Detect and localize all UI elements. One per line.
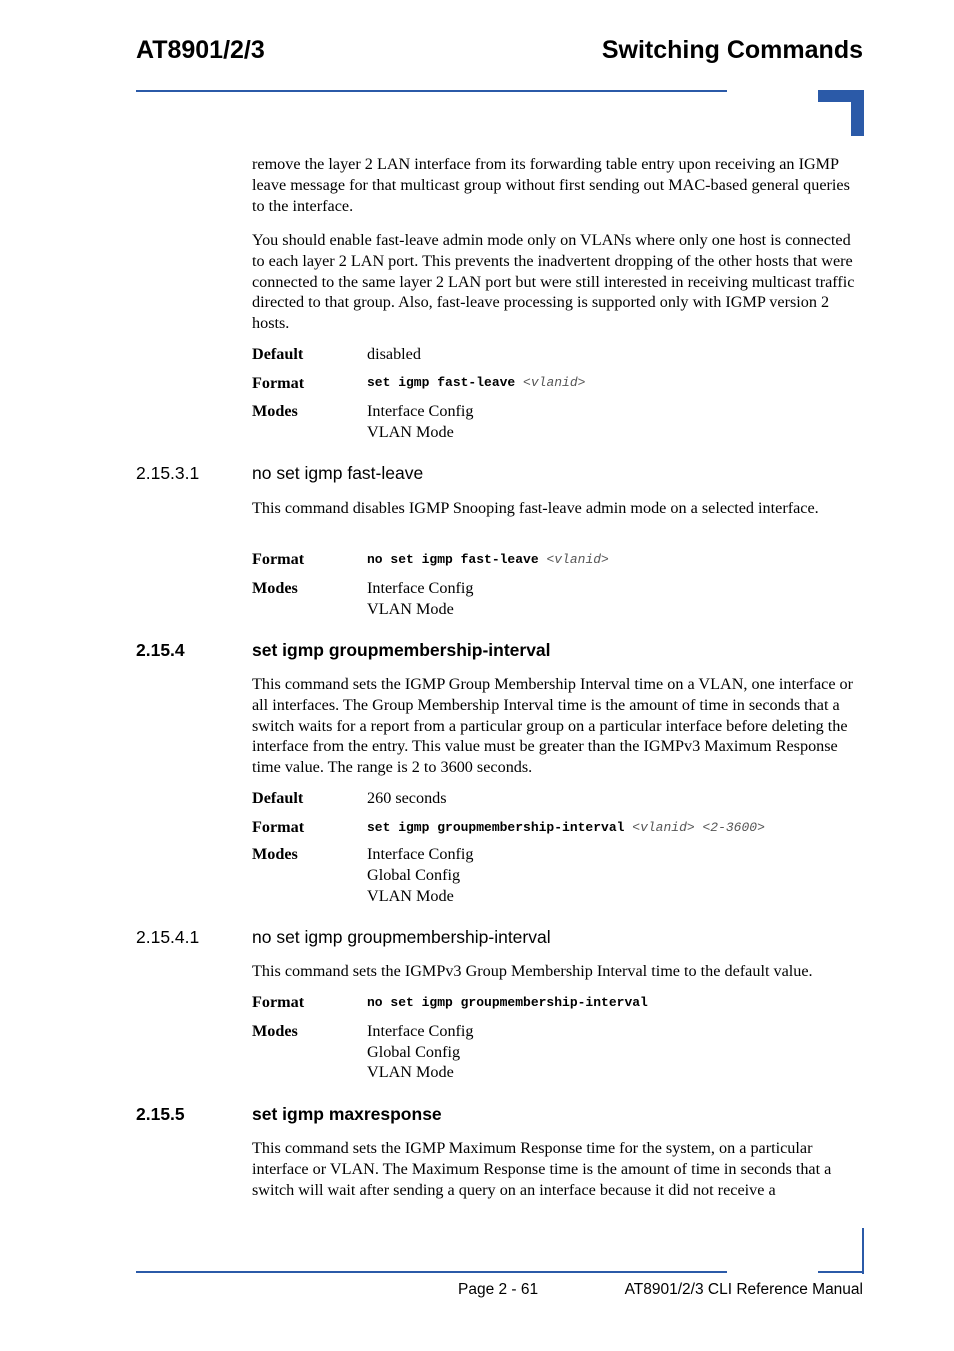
mode-item: VLAN Mode xyxy=(367,887,454,905)
command-text: no set igmp fast-leave xyxy=(367,552,539,567)
footer-rule xyxy=(136,1271,727,1273)
modes-label: Modes xyxy=(252,1022,298,1040)
header-rule xyxy=(136,90,727,92)
header-product: AT8901/2/3 xyxy=(136,36,265,64)
mode-item: Interface Config xyxy=(367,845,474,863)
default-label: Default xyxy=(252,345,304,363)
format-command xyxy=(367,993,648,1014)
mode-item: Global Config xyxy=(367,1043,461,1061)
section-description: This command sets the IGMPv3 Group Membership Interval time to the default value. xyxy=(252,962,813,980)
format-label: Format xyxy=(252,993,305,1011)
mode-item: Interface Config xyxy=(367,579,474,597)
manual-title: AT8901/2/3 CLI Reference Manual xyxy=(624,1281,863,1298)
body-paragraph-fast-leave-advice: You should enable fast-leave admin mode only on VLANs where only one host is connected to each layer 2 LAN port. This prevents the inadvertent dropping of the other hosts that were connected to the same layer 2 LAN port but were still interested in receiving multicast traffic directed to that group. Also, fast-leave processing is supported only with IGMP version 2 hosts. xyxy=(252,231,855,333)
section-number: 2.15.4 xyxy=(136,640,185,660)
mode-item: Global Config xyxy=(367,866,461,884)
section-description: This command sets the IGMP Group Membership Interval time on a VLAN, one interface or all interfaces. The Group Membership Interval time is the amount of time in seconds that a switch waits for a report from a particular group on a particular interface before deleting the interface from the entry. This value must be greater than the IGMPv3 Maximum Response time value. The range is 2 to 3600 seconds. xyxy=(252,675,854,777)
section-title: no set igmp fast-leave xyxy=(252,463,424,483)
mode-item: Interface Config xyxy=(367,402,474,420)
format-label: Format xyxy=(252,550,305,568)
section-number: 2.15.5 xyxy=(136,1104,185,1124)
footer-corner-mark xyxy=(862,1228,864,1274)
mode-item: VLAN Mode xyxy=(367,600,454,618)
command-text: set igmp groupmembership-interval xyxy=(367,820,625,835)
footer-rule-short xyxy=(818,1271,864,1273)
command-text: no set igmp groupmembership-interval xyxy=(367,995,648,1010)
modes-label: Modes xyxy=(252,845,298,863)
format-label: Format xyxy=(252,818,305,836)
section-title: no set igmp groupmembership-interval xyxy=(252,927,551,947)
section-description: This command disables IGMP Snooping fast-leave admin mode on a selected interface. xyxy=(252,499,819,517)
header-corner-mark-vertical xyxy=(851,90,864,136)
mode-item: VLAN Mode xyxy=(367,423,454,441)
command-argument: <vlanid> xyxy=(523,375,586,390)
body-paragraph-continued: remove the layer 2 LAN interface from its forwarding table entry upon receiving an IGMP leave message for that multicast group without first sending out MAC-based general queries to the interface. xyxy=(252,155,850,215)
section-description: This command sets the IGMP Maximum Response time for the system, on a particular interface or VLAN. The Maximum Response time is the amount of time in seconds that a switch will wait after sending a query on an interface because it did not receive a xyxy=(252,1139,832,1199)
section-number: 2.15.3.1 xyxy=(136,463,200,483)
command-argument: <vlanid> <2-3600> xyxy=(632,820,765,835)
default-value: disabled xyxy=(367,345,421,363)
header-chapter: Switching Commands xyxy=(601,36,863,64)
format-label: Format xyxy=(252,374,305,392)
format-command xyxy=(367,550,609,571)
page-number: Page 2 - 61 xyxy=(458,1281,539,1298)
default-label: Default xyxy=(252,789,304,807)
modes-label: Modes xyxy=(252,402,298,420)
command-text: set igmp fast-leave xyxy=(367,375,516,390)
command-argument: <vlanid> xyxy=(546,552,609,567)
section-title: set igmp groupmembership-interval xyxy=(252,640,551,660)
section-number: 2.15.4.1 xyxy=(136,927,200,947)
format-command xyxy=(367,373,585,394)
mode-item: Interface Config xyxy=(367,1022,474,1040)
section-title: set igmp maxresponse xyxy=(252,1104,442,1124)
mode-item: VLAN Mode xyxy=(367,1063,454,1081)
modes-label: Modes xyxy=(252,579,298,597)
format-command xyxy=(367,818,765,839)
default-value: 260 seconds xyxy=(367,789,447,807)
